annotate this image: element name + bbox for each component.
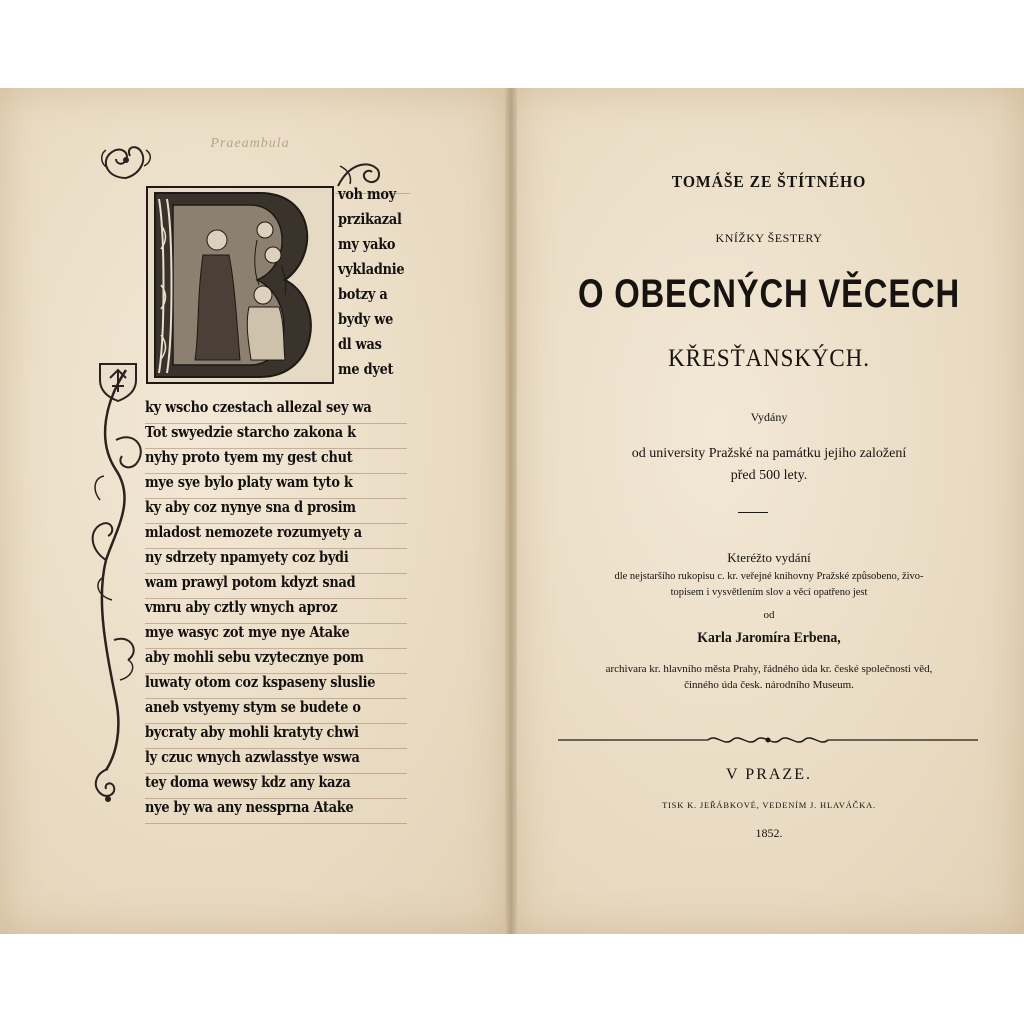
editor-name: Karla Jaromíra Erbena,	[697, 630, 841, 646]
editor-title-line-1: archivara kr. hlavního města Prahy, řádného úda kr. české společnosti věd,	[605, 663, 933, 675]
manuscript-line: my yako	[338, 235, 396, 253]
manuscript-line: bycraty aby mohli kratyty chwi	[145, 723, 359, 741]
manuscript-caption: Praeambula	[210, 136, 290, 151]
author-name: TOMÁŠE ZE ŠTÍTNÉHO	[671, 172, 867, 191]
manuscript-line: ny sdrzety npamyety coz bydi	[145, 548, 349, 566]
manuscript-line: wam prawyl potom kdyzt snad	[145, 573, 356, 591]
manuscript-line: mladost nemozete rozumyety a	[145, 523, 362, 541]
edition-line-1: dle nejstaršího rukopisu c. kr. veřejné knihovny Pražské způsobeno, živo-	[614, 571, 924, 582]
manuscript-line: przikazal	[338, 210, 402, 228]
by-label: od	[763, 609, 775, 621]
manuscript-line: ly czuc wnych azwlasstye wswa	[145, 748, 360, 766]
manuscript-line: me dyet	[338, 360, 394, 378]
manuscript-text	[145, 185, 410, 830]
manuscript-line: bydy we	[338, 310, 394, 328]
publication-year: 1852.	[755, 826, 783, 840]
manuscript-line: tey doma wewsy kdz any kaza	[145, 773, 351, 791]
book-subtitle: KNÍŽKY ŠESTERY	[715, 231, 823, 245]
manuscript-line: aneb vstyemy stym se budete o	[145, 698, 361, 716]
floral-ornament-top-left-icon	[96, 138, 156, 188]
manuscript-line: ky aby coz nynye sna d prosim	[145, 498, 356, 516]
editor-title-line-2: činného úda česk. národního Museum.	[684, 679, 854, 691]
published-label: Vydány	[750, 410, 788, 424]
short-divider	[738, 512, 768, 513]
manuscript-line: dl was	[338, 335, 382, 353]
manuscript-line: Tot swyedzie starcho zakona k	[145, 423, 356, 441]
manuscript-line: nye by wa any nessprna Atake	[145, 798, 354, 816]
publication-place: V PRAZE.	[726, 766, 812, 783]
printer-line: TISK K. JEŘÁBKOVÉ, VEDENÍM J. HLAVÁČKA.	[662, 800, 876, 810]
manuscript-line: botzy a	[338, 285, 388, 303]
manuscript-line: ky wscho czestach allezal sey wa	[145, 398, 372, 416]
manuscript-line: voh moy	[338, 185, 396, 203]
edition-line-2: topisem i vysvětlením slov a věcí opatřeno jest	[670, 587, 868, 598]
floral-ornament-bottom-left-icon	[88, 765, 128, 805]
manuscript-line: vykladnie	[338, 260, 405, 278]
book-title-line-2: KŘESŤANSKÝCH.	[668, 345, 870, 372]
manuscript-line: mye wasyc zot mye nye Atake	[145, 623, 350, 641]
manuscript-line: aby mohli sebu vzytecznye pom	[145, 648, 364, 666]
occasion-line-1: od university Pražské na památku jejiho založení	[631, 446, 907, 461]
manuscript-line: mye sye bylo platy wam tyto k	[145, 473, 353, 491]
ornamental-divider-icon	[558, 733, 978, 747]
occasion-line-2: před 500 lety.	[730, 468, 808, 483]
ruling-line	[145, 823, 407, 824]
manuscript-line: nyhy proto tyem my gest chut	[145, 448, 353, 466]
manuscript-line: vmru aby cztly wnych aproz	[145, 598, 338, 616]
book-title: O OBECNÝCH VĚCECH	[577, 272, 961, 316]
manuscript-line: luwaty otom coz kspaseny sluslie	[145, 673, 376, 691]
edition-heading: Kteréžto vydání	[727, 550, 811, 565]
